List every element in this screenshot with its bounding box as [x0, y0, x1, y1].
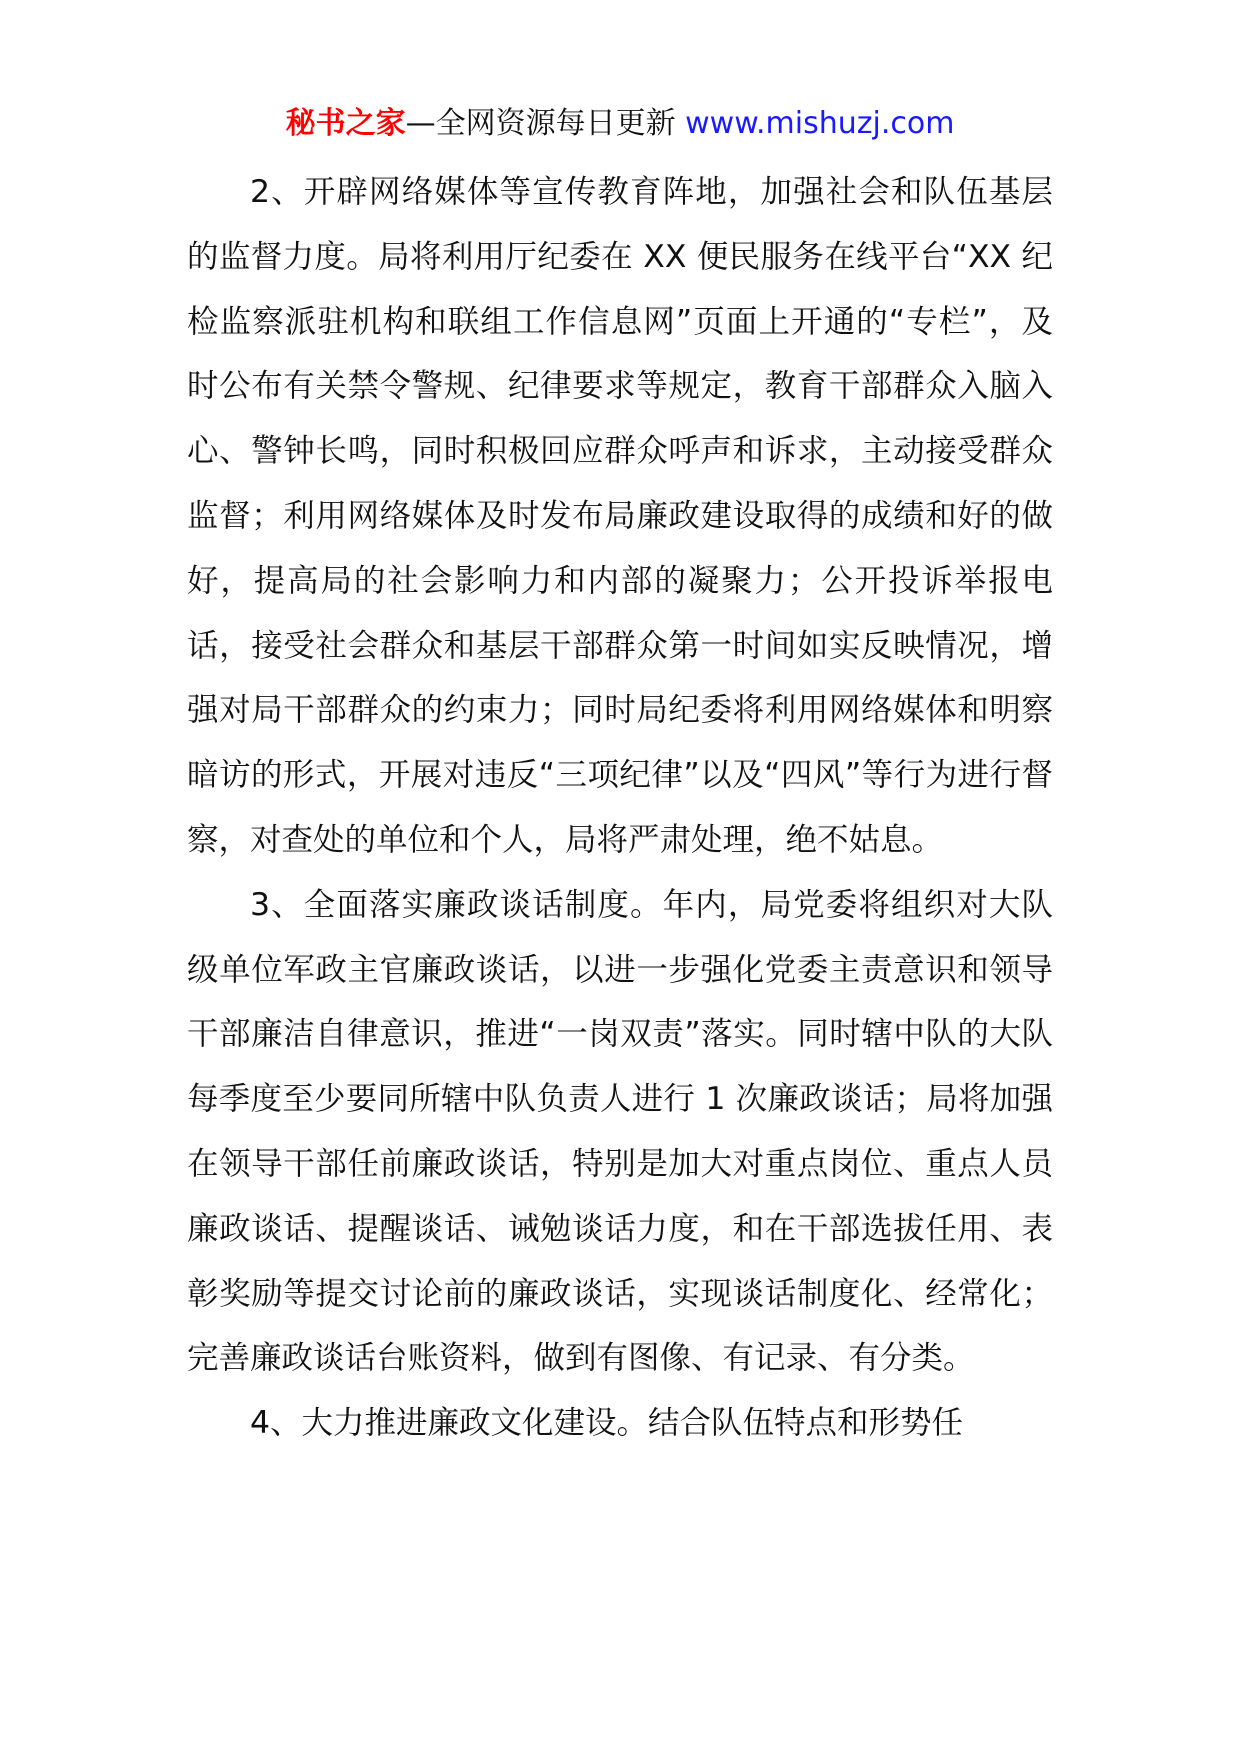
document-body	[187, 160, 1053, 1456]
header-brand: 秘书之家	[285, 106, 406, 141]
header-site-link[interactable]: www.mishuzj.com	[685, 106, 955, 141]
paragraph-2: 2、开辟网络媒体等宣传教育阵地，加强社会和队伍基层的监督力度。局将利用厅纪委在 XX 便民服务在线平台“XX 纪检监察派驻机构和联组工作信息网”页面上开通的“专栏”，及时公布有关禁令警规、纪律要求等规定，教育干部群众入脑入心、警钟长鸣，同时积极回应群众呼声和诉求，主动接受群众监督；利用网络媒体及时发布局廉政建设取得的成绩和好的做好，提高局的社会影响力和内部的凝聚力；公开投诉举报电话，接受社会群众和基层干部群众第一时间如实反映情况，增强对局干部群众的约束力；同时局纪委将利用网络媒体和明察暗访的形式，开展对违反“三项纪律”以及“四风”等行为进行督察，对查处的单位和个人，局将严肃处理，绝不姑息。	[187, 174, 1053, 858]
paragraph-4: 4、大力推进廉政文化建设。结合队伍特点和形势任	[250, 1405, 964, 1442]
header-slogan: —全网资源每日更新	[405, 106, 686, 141]
paragraph-3: 3、全面落实廉政谈话制度。年内，局党委将组织对大队级单位军政主官廉政谈话，以进一步强化党委主责意识和领导干部廉洁自律意识，推进“一岗双责”落实。同时辖中队的大队每季度至少要同所辖中队负责人进行 1 次廉政谈话；局将加强在领导干部任前廉政谈话，特别是加大对重点岗位、重点人员廉政谈话、提醒谈话、诫勉谈话力度，和在干部选拔任用、表彰奖励等提交讨论前的廉政谈话，实现谈话制度化、经常化；完善廉政谈话台账资料，做到有图像、有记录、有分类。	[187, 886, 1053, 1377]
page-header	[0, 100, 1240, 148]
